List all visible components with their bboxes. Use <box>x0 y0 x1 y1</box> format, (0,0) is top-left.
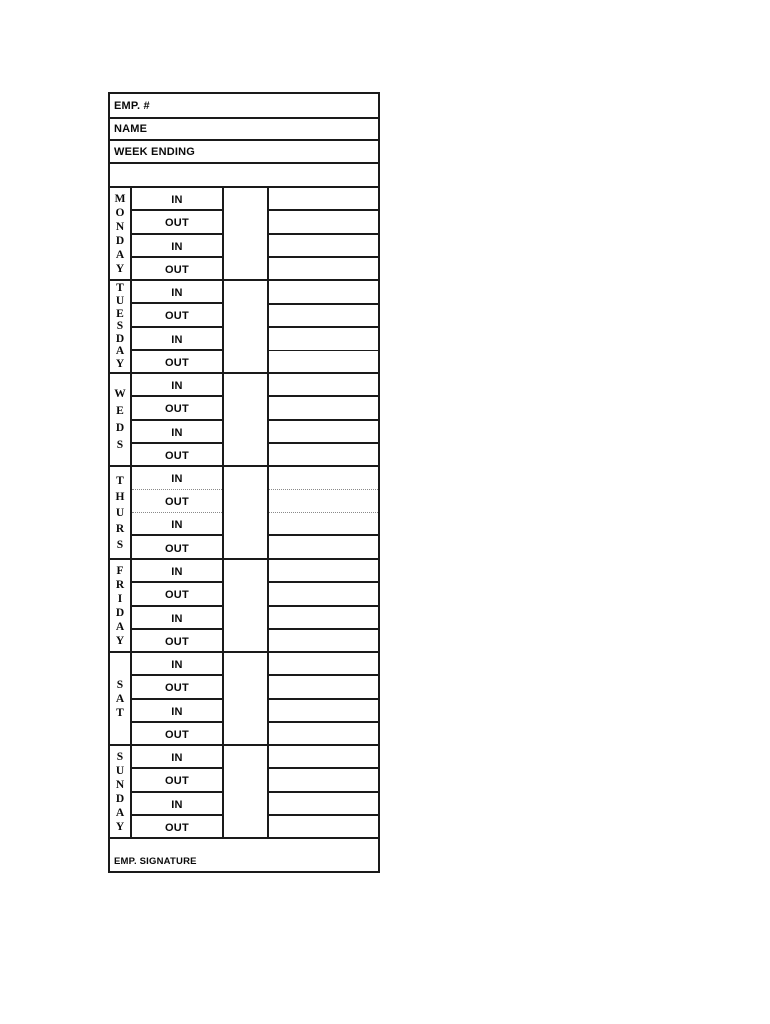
time-entry-column-monday <box>269 188 378 279</box>
daily-total-cell-monday[interactable] <box>224 188 269 279</box>
in-label-row <box>132 188 222 211</box>
day-block-sat <box>110 653 378 746</box>
weekly-time-card-form <box>108 92 380 873</box>
out-label-row <box>132 211 222 234</box>
time-entry-column-friday <box>269 560 378 651</box>
daily-total-cell-weds[interactable] <box>224 374 269 465</box>
day-letter: U <box>115 506 125 519</box>
daily-total-cell-sat[interactable] <box>224 653 269 744</box>
day-letter: S <box>116 320 124 333</box>
time-entry-cell-monday-1[interactable] <box>269 188 378 211</box>
out-label: OUT <box>164 728 190 741</box>
time-entry-cell-weds-1[interactable] <box>269 374 378 397</box>
day-grid <box>110 188 378 839</box>
time-entry-cell-tuesday-4[interactable] <box>269 351 378 373</box>
time-entry-cell-friday-1[interactable] <box>269 560 378 583</box>
day-letter: N <box>115 778 125 791</box>
day-label-friday <box>110 560 132 651</box>
day-letter: A <box>115 806 125 819</box>
in-label-row <box>132 653 222 676</box>
time-entry-cell-sunday-2[interactable] <box>269 769 378 792</box>
signature-fill-area[interactable] <box>197 839 378 867</box>
time-entry-cell-sunday-3[interactable] <box>269 793 378 816</box>
day-label-sat <box>110 653 132 744</box>
name-label: NAME <box>114 123 148 135</box>
out-label-row <box>132 769 222 792</box>
day-block-sunday <box>110 746 378 839</box>
out-label: OUT <box>164 821 190 834</box>
in-out-column-tuesday <box>132 281 224 372</box>
day-block-thurs <box>110 467 378 560</box>
time-entry-column-tuesday <box>269 281 378 372</box>
name-row <box>110 119 378 141</box>
in-label: IN <box>171 612 183 625</box>
day-letter: M <box>114 192 126 205</box>
day-letter: I <box>117 592 123 605</box>
day-letter: W <box>114 387 126 400</box>
time-entry-cell-weds-2[interactable] <box>269 397 378 420</box>
out-label: OUT <box>164 310 190 323</box>
day-block-weds <box>110 374 378 467</box>
time-entry-cell-thurs-1[interactable] <box>269 467 378 490</box>
out-label: OUT <box>164 217 190 230</box>
time-entry-cell-monday-2[interactable] <box>269 211 378 234</box>
day-letter: A <box>115 620 125 633</box>
daily-total-cell-sunday[interactable] <box>224 746 269 837</box>
out-label-row <box>132 676 222 699</box>
day-letter: U <box>115 764 125 777</box>
time-entry-cell-sat-3[interactable] <box>269 700 378 723</box>
in-label-row <box>132 328 222 351</box>
in-label-row <box>132 281 222 304</box>
day-letter: U <box>115 295 125 308</box>
in-label-row <box>132 700 222 723</box>
out-label-row <box>132 397 222 420</box>
out-label: OUT <box>164 449 190 462</box>
day-block-tuesday <box>110 281 378 374</box>
day-label-thurs <box>110 467 132 558</box>
day-letter: Y <box>115 634 125 647</box>
in-label: IN <box>171 473 183 486</box>
in-label-row <box>132 746 222 769</box>
day-label-monday <box>110 188 132 279</box>
in-label: IN <box>171 333 183 346</box>
in-out-column-thurs <box>132 467 224 558</box>
in-out-column-weds <box>132 374 224 465</box>
day-letter: A <box>115 692 125 705</box>
day-letter: R <box>115 578 125 591</box>
out-label: OUT <box>164 263 190 276</box>
time-entry-column-sunday <box>269 746 378 837</box>
time-entry-cell-monday-3[interactable] <box>269 235 378 258</box>
blank-header-row[interactable] <box>110 164 378 188</box>
day-letter: S <box>116 538 124 551</box>
in-label-row <box>132 607 222 630</box>
out-label-row <box>132 351 222 372</box>
time-entry-column-thurs <box>269 467 378 558</box>
in-label: IN <box>171 287 183 300</box>
time-entry-cell-thurs-4[interactable] <box>269 536 378 558</box>
day-letter: D <box>115 606 125 619</box>
in-label: IN <box>171 566 183 579</box>
in-label-row <box>132 560 222 583</box>
emp-number-label: EMP. # <box>114 99 150 112</box>
in-label: IN <box>171 194 183 207</box>
signature-row <box>110 839 378 871</box>
time-entry-cell-tuesday-2[interactable] <box>269 305 378 329</box>
time-entry-column-weds <box>269 374 378 465</box>
day-letter: R <box>115 522 125 535</box>
in-label: IN <box>171 240 183 253</box>
in-label: IN <box>171 518 183 531</box>
in-label-row <box>132 421 222 444</box>
day-letter: D <box>115 332 125 345</box>
out-label-row <box>132 536 222 558</box>
day-letter: Y <box>115 820 125 833</box>
week-ending-row <box>110 141 378 164</box>
out-label-row <box>132 444 222 465</box>
out-label: OUT <box>164 542 190 555</box>
day-letter: T <box>116 706 124 719</box>
in-out-column-sunday <box>132 746 224 837</box>
time-entry-cell-monday-4[interactable] <box>269 258 378 279</box>
in-label: IN <box>171 380 183 393</box>
out-label-row <box>132 304 222 327</box>
in-label-row <box>132 513 222 537</box>
day-label-sunday <box>110 746 132 837</box>
time-entry-cell-friday-3[interactable] <box>269 607 378 630</box>
week-ending-fill-area[interactable] <box>195 141 378 162</box>
day-block-friday <box>110 560 378 653</box>
signature-label: EMP. SIGNATURE <box>114 856 197 867</box>
in-label: IN <box>171 798 183 811</box>
day-letter: H <box>115 490 125 503</box>
out-label: OUT <box>164 496 190 509</box>
day-letter: Y <box>115 262 125 275</box>
time-entry-cell-sat-2[interactable] <box>269 676 378 699</box>
day-letter: Y <box>115 357 125 370</box>
emp-number-row <box>110 94 378 119</box>
in-out-column-sat <box>132 653 224 744</box>
time-entry-cell-sat-4[interactable] <box>269 723 378 744</box>
in-label: IN <box>171 426 183 439</box>
time-entry-cell-sunday-1[interactable] <box>269 746 378 769</box>
in-label-row <box>132 374 222 397</box>
in-out-column-friday <box>132 560 224 651</box>
daily-total-cell-friday[interactable] <box>224 560 269 651</box>
day-letter: T <box>116 474 124 487</box>
out-label-row <box>132 630 222 651</box>
in-label: IN <box>171 752 183 765</box>
daily-total-cell-thurs[interactable] <box>224 467 269 558</box>
day-letter: D <box>115 421 125 434</box>
day-letter: E <box>116 404 124 417</box>
time-entry-cell-tuesday-3[interactable] <box>269 328 378 351</box>
day-letter: T <box>116 282 124 295</box>
out-label-row <box>132 583 222 606</box>
time-entry-column-sat <box>269 653 378 744</box>
day-letter: N <box>115 220 125 233</box>
time-entry-cell-tuesday-1[interactable] <box>269 281 378 305</box>
name-fill-area[interactable] <box>147 119 378 139</box>
day-letter: F <box>116 564 124 577</box>
time-entry-cell-sat-1[interactable] <box>269 653 378 676</box>
day-letter: A <box>115 248 125 261</box>
time-entry-cell-sunday-4[interactable] <box>269 816 378 837</box>
in-label: IN <box>171 659 183 672</box>
in-label-row <box>132 467 222 490</box>
time-entry-cell-thurs-2[interactable] <box>269 490 378 513</box>
out-label: OUT <box>164 356 190 369</box>
time-entry-cell-weds-3[interactable] <box>269 421 378 444</box>
out-label: OUT <box>164 775 190 788</box>
day-label-tuesday <box>110 281 132 372</box>
in-label-row <box>132 235 222 258</box>
day-label-weds <box>110 374 132 465</box>
day-letter: S <box>116 678 124 691</box>
time-entry-cell-thurs-3[interactable] <box>269 513 378 537</box>
day-letter: E <box>116 307 124 320</box>
time-entry-cell-friday-2[interactable] <box>269 583 378 606</box>
time-entry-cell-friday-4[interactable] <box>269 630 378 651</box>
time-entry-cell-weds-4[interactable] <box>269 444 378 465</box>
daily-total-cell-tuesday[interactable] <box>224 281 269 372</box>
emp-number-fill-area[interactable] <box>150 94 378 117</box>
day-letter: S <box>116 750 124 763</box>
day-letter: O <box>115 206 125 219</box>
in-out-column-monday <box>132 188 224 279</box>
day-letter: A <box>115 345 125 358</box>
week-ending-label: WEEK ENDING <box>114 145 196 158</box>
out-label: OUT <box>164 635 190 648</box>
day-block-monday <box>110 188 378 281</box>
out-label-row <box>132 723 222 744</box>
day-letter: D <box>115 792 125 805</box>
in-label-row <box>132 793 222 816</box>
day-letter: S <box>116 438 124 451</box>
out-label: OUT <box>164 682 190 695</box>
out-label: OUT <box>164 403 190 416</box>
out-label: OUT <box>164 589 190 602</box>
in-label: IN <box>171 705 183 718</box>
out-label-row <box>132 816 222 837</box>
day-letter: D <box>115 234 125 247</box>
out-label-row <box>132 258 222 279</box>
out-label-row <box>132 490 222 513</box>
